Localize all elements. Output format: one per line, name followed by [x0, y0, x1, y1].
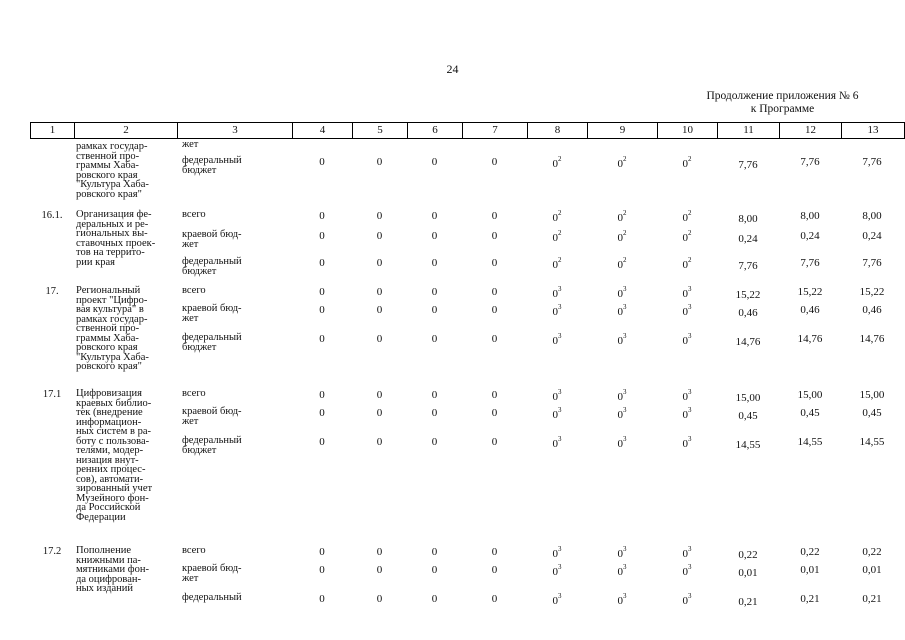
header-col-6: 6 [408, 123, 463, 138]
footnote-marker: 3 [558, 303, 562, 311]
footnote-marker: 3 [558, 545, 562, 553]
continuation-line-1: Продолжение приложения № 6 [706, 90, 859, 102]
section-1-row-3-col-11: 7,76 [738, 260, 758, 272]
footnote-marker: 3 [623, 388, 627, 396]
header-col-11: 11 [718, 123, 780, 138]
section-4-row-1-col-13: 0,22 [862, 546, 882, 558]
section-2-row-3-col-5: 0 [376, 333, 383, 345]
carryover-name: рамках государ- ственной про- граммы Хаба- ровского края "Культура Хаба- ровского края" [76, 141, 149, 200]
footnote-marker: 3 [558, 388, 562, 396]
header-col-12: 12 [780, 123, 842, 138]
section-3-row-2-col-5: 0 [376, 407, 383, 419]
section-number: 17. [45, 286, 59, 297]
header-col-4: 4 [293, 123, 353, 138]
section-4-row-2-col-10: $0^3$ [682, 563, 692, 578]
header-col-9: 9 [588, 123, 658, 138]
section-4-row-1-col-7: 0 [491, 546, 498, 558]
section-1-row-2-col-10: $0^2$ [682, 229, 692, 244]
section-4-row-1-col-4: 0 [319, 546, 325, 558]
section-3-row-1-col-5: 0 [376, 389, 383, 401]
section-1-row-3-col-7: 0 [491, 257, 498, 269]
section-1-row-1-col-11: 8,00 [738, 213, 758, 225]
section-1-row-1-col-6: 0 [431, 210, 438, 222]
section-3-row-1-col-12: 15,00 [797, 389, 823, 401]
footnote-marker: 2 [558, 256, 562, 264]
section-1-row-1-col-4: 0 [319, 210, 325, 222]
footnote-marker: 3 [688, 303, 692, 311]
footnote-marker: 3 [688, 388, 692, 396]
footnote-marker: 2 [558, 229, 562, 237]
section-3-row-1-col-8: $0^3$ [552, 388, 562, 403]
section-3-row-2-source: краевой бюд- жет [182, 406, 242, 427]
carryover-row-source: федеральный бюджет [182, 155, 242, 176]
footnote-marker: 2 [623, 229, 627, 237]
section-1-row-2-source: краевой бюд- жет [182, 229, 242, 250]
section-1-row-2-col-11: 0,24 [738, 233, 758, 245]
footnote-marker: 2 [688, 209, 692, 217]
carryover-row-col-12: 7,76 [800, 156, 820, 168]
section-1-row-2-col-5: 0 [376, 230, 383, 242]
section-2-row-2-col-6: 0 [431, 304, 438, 316]
section-name: Цифровизация краевых библио- тек (внедрение информацион- ных систем в ра- боту с пользова- телями, модер- низация внут- ренних процес- сов), автомати- зированный учет Музейного фон- да Российской Федерации [76, 388, 153, 523]
section-4-row-2-col-5: 0 [376, 564, 383, 576]
section-2-row-2-source: краевой бюд- жет [182, 303, 242, 324]
section-1-row-2-col-7: 0 [491, 230, 498, 242]
footnote-marker: 3 [688, 285, 692, 293]
footnote-marker: 3 [688, 545, 692, 553]
section-1-row-2-col-12: 0,24 [800, 230, 820, 242]
footnote-marker: 3 [623, 435, 627, 443]
section-3-row-3-col-10: $0^3$ [682, 435, 692, 450]
section-3-row-1-source: всего [182, 388, 206, 399]
carryover-row-col-8: $0^2$ [552, 155, 562, 170]
section-2-row-1-col-6: 0 [431, 286, 438, 298]
section-2-row-3-col-9: $0^3$ [617, 332, 627, 347]
section-1-row-1-source: всего [182, 209, 206, 220]
section-2-row-2-col-9: $0^3$ [617, 303, 627, 318]
section-2-row-3-col-13: 14,76 [859, 333, 885, 345]
footnote-marker: 2 [623, 155, 627, 163]
section-1-row-3-col-5: 0 [376, 257, 383, 269]
section-2-row-1-col-11: 15,22 [735, 289, 761, 301]
section-3-row-3-col-6: 0 [431, 436, 438, 448]
section-2-row-2-col-5: 0 [376, 304, 383, 316]
section-3-row-3-col-4: 0 [319, 436, 325, 448]
section-1-row-3-col-8: $0^2$ [552, 256, 562, 271]
header-col-13: 13 [867, 124, 879, 136]
section-4-row-2-col-12: 0,01 [800, 564, 820, 576]
section-3-row-2-col-13: 0,45 [862, 407, 882, 419]
section-3-row-3-source: федеральный бюджет [182, 435, 242, 456]
section-4-row-3-col-12: 0,21 [800, 593, 820, 605]
section-4-row-3-col-4: 0 [319, 593, 325, 605]
section-4-row-2-col-6: 0 [431, 564, 438, 576]
section-2-row-2-col-8: $0^3$ [552, 303, 562, 318]
header-col-3: 3 [178, 123, 293, 138]
section-3-row-2-col-4: 0 [319, 407, 325, 419]
footnote-marker: 3 [688, 563, 692, 571]
footnote-marker: 3 [623, 303, 627, 311]
section-2-row-2-col-7: 0 [491, 304, 498, 316]
section-3-row-3-col-5: 0 [376, 436, 383, 448]
section-1-row-1-col-13: 8,00 [862, 210, 882, 222]
section-2-row-3-source: федеральный бюджет [182, 332, 242, 353]
footnote-marker: 3 [623, 563, 627, 571]
footnote-marker: 3 [558, 435, 562, 443]
section-1-row-1-col-8: $0^2$ [552, 209, 562, 224]
section-3-row-3-col-11: 14,55 [735, 439, 761, 451]
section-3-row-2-col-9: $0^3$ [617, 406, 627, 421]
section-2-row-1-col-7: 0 [491, 286, 498, 298]
section-1-row-2-col-9: $0^2$ [617, 229, 627, 244]
section-3-row-2-col-10: $0^3$ [682, 406, 692, 421]
section-1-row-2-col-4: 0 [319, 230, 325, 242]
section-1-row-1-col-12: 8,00 [800, 210, 820, 222]
carryover-row-col-9: $0^2$ [617, 155, 627, 170]
section-4-row-3-col-7: 0 [491, 593, 498, 605]
footnote-marker: 2 [688, 229, 692, 237]
section-3-row-1-col-4: 0 [319, 389, 325, 401]
section-4-row-1-col-6: 0 [431, 546, 438, 558]
carryover-row-col-10: $0^2$ [682, 155, 692, 170]
section-3-row-3-col-8: $0^3$ [552, 435, 562, 450]
section-3-row-2-col-7: 0 [491, 407, 498, 419]
section-3-row-2-col-8: $0^3$ [552, 406, 562, 421]
footnote-marker: 3 [623, 545, 627, 553]
section-1-row-2-col-13: 0,24 [862, 230, 882, 242]
section-4-row-3-source: федеральный [182, 592, 242, 603]
footnote-marker: 3 [558, 592, 562, 600]
section-2-row-1-col-9: $0^3$ [617, 285, 627, 300]
continuation-line-2: к Программе [750, 103, 815, 115]
section-name: Организация фе- деральных и ре- гиональных вы- ставочных проек- тов на террито- рии края [76, 209, 156, 268]
section-3-row-1-col-9: $0^3$ [617, 388, 627, 403]
section-3-row-2-col-11: 0,45 [738, 410, 758, 422]
section-2-row-2-col-4: 0 [319, 304, 325, 316]
footnote-marker: 3 [688, 592, 692, 600]
section-1-row-1-col-10: $0^2$ [682, 209, 692, 224]
footnote-marker: 2 [558, 155, 562, 163]
section-4-row-2-col-8: $0^3$ [552, 563, 562, 578]
section-1-row-3-col-6: 0 [431, 257, 438, 269]
footnote-marker: 3 [623, 406, 627, 414]
section-1-row-3-col-4: 0 [319, 257, 325, 269]
footnote-marker: 2 [623, 209, 627, 217]
footnote-marker: 3 [688, 332, 692, 340]
section-4-row-3-col-8: $0^3$ [552, 592, 562, 607]
section-1-row-2-col-8: $0^2$ [552, 229, 562, 244]
footnote-marker: 3 [558, 332, 562, 340]
header-col-1: 1 [31, 123, 75, 138]
section-3-row-1-col-11: 15,00 [735, 392, 761, 404]
section-name: Региональный проект "Цифро- вая культура" в рамках государ- ственной про- граммы Хаба- ровского края "Культура Хаба- ровского края" [76, 285, 149, 372]
section-4-row-2-source: краевой бюд- жет [182, 563, 242, 584]
section-4-row-1-col-5: 0 [376, 546, 383, 558]
section-number: 17.1 [42, 389, 62, 400]
section-3-row-3-col-12: 14,55 [797, 436, 823, 448]
section-2-row-2-col-12: 0,46 [800, 304, 820, 316]
section-3-row-1-col-13: 15,00 [859, 389, 885, 401]
section-2-row-3-col-10: $0^3$ [682, 332, 692, 347]
carryover-row-col-7: 0 [491, 156, 498, 168]
carryover-row-col-4: 0 [319, 156, 325, 168]
carryover-row-col-11: 7,76 [738, 159, 758, 171]
section-1-row-3-source: федеральный бюджет [182, 256, 242, 277]
carryover-row-col-13: 7,76 [862, 156, 882, 168]
section-2-row-1-source: всего [182, 285, 206, 296]
continuation-note [690, 90, 875, 116]
section-4-row-2-col-11: 0,01 [738, 567, 758, 579]
header-col-7: 7 [463, 123, 528, 138]
section-4-row-2-col-13: 0,01 [862, 564, 882, 576]
section-2-row-1-col-10: $0^3$ [682, 285, 692, 300]
section-1-row-3-col-12: 7,76 [800, 257, 820, 269]
section-4-row-1-col-8: $0^3$ [552, 545, 562, 560]
footnote-marker: 3 [623, 332, 627, 340]
section-2-row-3-col-8: $0^3$ [552, 332, 562, 347]
section-2-row-1-col-4: 0 [319, 286, 325, 298]
section-2-row-1-col-13: 15,22 [859, 286, 885, 298]
section-4-row-1-col-12: 0,22 [800, 546, 820, 558]
section-2-row-3-col-7: 0 [491, 333, 498, 345]
footnote-marker: 3 [623, 285, 627, 293]
section-2-row-1-col-12: 15,22 [797, 286, 823, 298]
section-2-row-3-col-12: 14,76 [797, 333, 823, 345]
footnote-marker: 3 [558, 285, 562, 293]
carryover-row-col-5: 0 [376, 156, 383, 168]
section-1-row-1-col-9: $0^2$ [617, 209, 627, 224]
section-4-row-3-col-10: $0^3$ [682, 592, 692, 607]
carryover-source-top: жет [182, 139, 199, 150]
footnote-marker: 3 [558, 406, 562, 414]
section-4-row-3-col-11: 0,21 [738, 596, 758, 608]
section-number: 17.2 [42, 546, 62, 557]
section-2-row-2-col-13: 0,46 [862, 304, 882, 316]
section-4-row-2-col-9: $0^3$ [617, 563, 627, 578]
section-number: 16.1. [41, 210, 63, 221]
section-name: Пополнение книжными па- мятниками фон- да оцифрован- ных изданий [76, 545, 149, 594]
section-2-row-3-col-4: 0 [319, 333, 325, 345]
section-3-row-3-col-7: 0 [491, 436, 498, 448]
section-3-row-3-col-13: 14,55 [859, 436, 885, 448]
section-4-row-3-col-13: 0,21 [862, 593, 882, 605]
section-2-row-2-col-10: $0^3$ [682, 303, 692, 318]
section-4-row-2-col-4: 0 [319, 564, 325, 576]
section-4-row-1-source: всего [182, 545, 206, 556]
section-4-row-3-col-9: $0^3$ [617, 592, 627, 607]
footnote-marker: 2 [623, 256, 627, 264]
section-1-row-3-col-10: $0^2$ [682, 256, 692, 271]
footnote-marker: 3 [688, 435, 692, 443]
section-3-row-2-col-12: 0,45 [800, 407, 820, 419]
section-3-row-1-col-6: 0 [431, 389, 438, 401]
header-col-10: 10 [658, 123, 718, 138]
footnote-marker: 3 [623, 592, 627, 600]
section-3-row-3-col-9: $0^3$ [617, 435, 627, 450]
section-2-row-2-col-11: 0,46 [738, 307, 758, 319]
footnote-marker: 2 [688, 155, 692, 163]
footnote-marker: 3 [688, 406, 692, 414]
section-4-row-2-col-7: 0 [491, 564, 498, 576]
footnote-marker: 2 [688, 256, 692, 264]
footnote-marker: 3 [558, 563, 562, 571]
section-4-row-3-col-5: 0 [376, 593, 383, 605]
section-1-row-1-col-7: 0 [491, 210, 498, 222]
section-2-row-1-col-5: 0 [376, 286, 383, 298]
header-col-5: 5 [353, 123, 408, 138]
section-3-row-1-col-7: 0 [491, 389, 498, 401]
section-3-row-1-col-10: $0^3$ [682, 388, 692, 403]
section-2-row-3-col-11: 14,76 [735, 336, 761, 348]
section-2-row-3-col-6: 0 [431, 333, 438, 345]
header-col-8: 8 [528, 123, 588, 138]
section-2-row-1-col-8: $0^3$ [552, 285, 562, 300]
section-1-row-2-col-6: 0 [431, 230, 438, 242]
section-3-row-2-col-6: 0 [431, 407, 438, 419]
carryover-row-col-6: 0 [431, 156, 438, 168]
section-4-row-1-col-9: $0^3$ [617, 545, 627, 560]
section-1-row-1-col-5: 0 [376, 210, 383, 222]
header-col-2: 2 [75, 123, 178, 138]
section-4-row-1-col-10: $0^3$ [682, 545, 692, 560]
section-1-row-3-col-9: $0^2$ [617, 256, 627, 271]
section-4-row-1-col-11: 0,22 [738, 549, 758, 561]
section-4-row-3-col-6: 0 [431, 593, 438, 605]
footnote-marker: 2 [558, 209, 562, 217]
section-1-row-3-col-13: 7,76 [862, 257, 882, 269]
column-number-header [30, 122, 905, 139]
page-number: 24 [446, 62, 459, 76]
